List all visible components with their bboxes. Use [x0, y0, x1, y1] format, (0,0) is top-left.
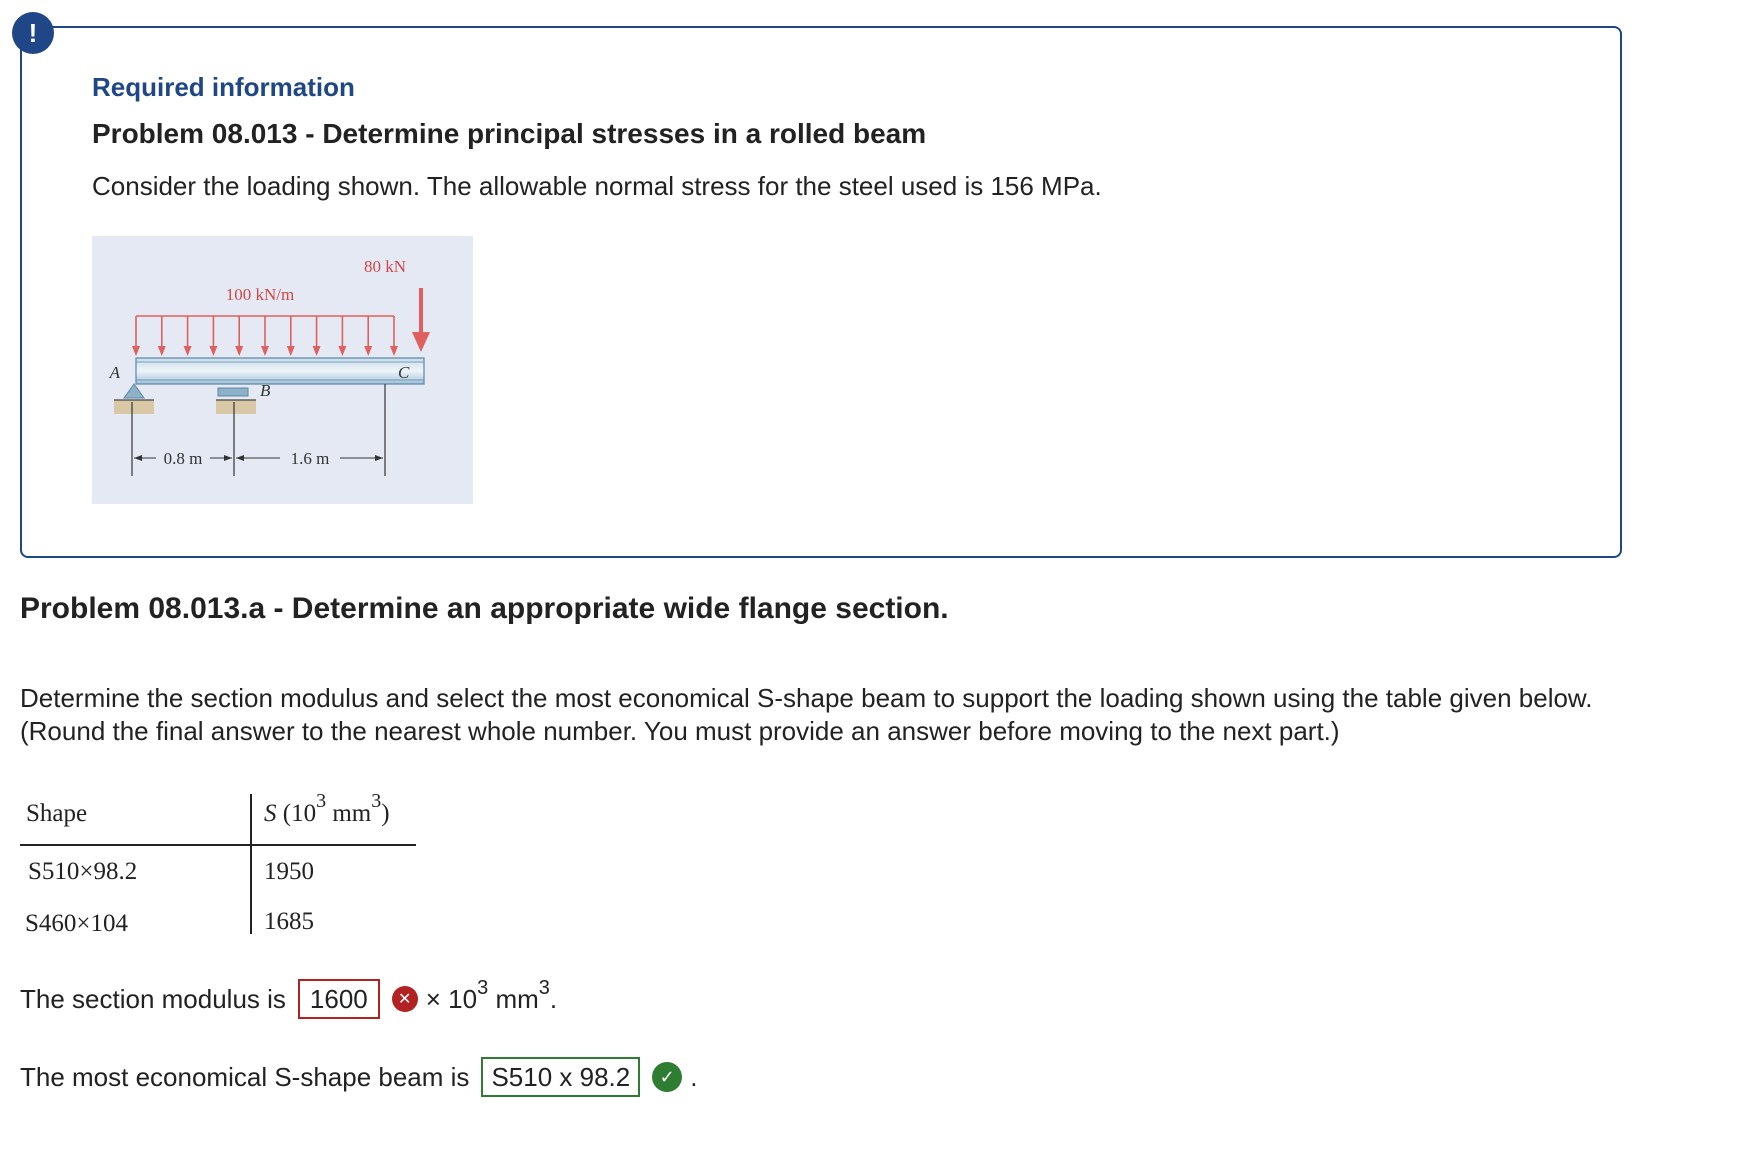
distributed-load-arrowhead: [261, 346, 269, 356]
required-info-heading: Required information: [92, 72, 355, 102]
beam-answer-period: .: [690, 1061, 698, 1092]
distributed-load-arrows: [132, 316, 398, 356]
distributed-load-arrowhead: [132, 346, 140, 356]
distributed-load-arrowhead: [390, 346, 398, 356]
modulus-unit: × $10^3$ $mm^3$.: [425, 976, 558, 1014]
exclamation-icon: !: [12, 12, 54, 54]
table-cell-shape: S460×104: [25, 910, 129, 937]
part-a-description: Determine the section modulus and select the most economical S-shape beam to support the loading shown using the table given below. (Round the final answer to the nearest whole number. You must provide an answer before moving to the next part.): [20, 683, 1593, 746]
table-cell-modulus: 1685: [264, 908, 314, 935]
distributed-load-arrowhead: [235, 346, 243, 356]
beam-loading-figure: [92, 236, 473, 504]
table-cell-modulus: 1950: [264, 858, 314, 885]
table-cell-shape: S510×98.2: [28, 858, 138, 885]
incorrect-x-icon: ✕: [392, 986, 418, 1012]
table-divider-vertical: [250, 794, 252, 934]
correct-check-icon: ✓: [652, 1062, 682, 1092]
point-load-arrowhead: [412, 332, 430, 352]
part-a-title: Problem 08.013.a - Determine an appropriate wide flange section.: [20, 592, 949, 625]
beam-selection-prompt: The most economical S-shape beam is: [20, 1061, 470, 1092]
distributed-load-arrowhead: [209, 346, 217, 356]
dim-1-label: 0.8 m: [163, 449, 203, 468]
section-modulus-table: [20, 790, 416, 937]
distributed-load-arrowhead: [313, 346, 321, 356]
distributed-load-arrowhead: [184, 346, 192, 356]
distributed-load-arrowhead: [158, 346, 166, 356]
distributed-load-label: 100 kN/m: [225, 285, 295, 304]
beam-selection-answer-line: [20, 1056, 697, 1098]
distributed-load-arrowhead: [287, 346, 295, 356]
point-c-label: C: [398, 363, 410, 382]
table-header-shape: Shape: [26, 800, 88, 827]
section-modulus-prompt: The section modulus is: [20, 983, 286, 1014]
problem-description: Consider the loading shown. The allowable normal stress for the steel used is 156 MPa.: [92, 171, 1102, 201]
beam-diagram: [92, 236, 473, 504]
point-a-label: A: [109, 363, 120, 382]
dim-2-label: 1.6 m: [290, 449, 330, 468]
pin-support-a: [124, 384, 144, 398]
beam-selection-input[interactable]: S510 x 98.2: [481, 1057, 640, 1097]
distributed-load-arrowhead: [338, 346, 346, 356]
ground-b: [216, 400, 256, 414]
point-load-label: 80 kN: [363, 257, 407, 276]
roller-support-b: [218, 388, 248, 396]
table-divider-horizontal: [20, 844, 416, 846]
ground-a: [114, 400, 154, 414]
point-b-label: B: [260, 381, 271, 400]
section-modulus-input[interactable]: 1600: [298, 979, 380, 1019]
table-header-modulus: S ($10^3$ $mm^3$): [264, 790, 390, 827]
problem-title: Problem 08.013 - Determine principal stresses in a rolled beam: [92, 118, 927, 149]
section-modulus-answer-line: [20, 978, 557, 1020]
distributed-load-arrowhead: [364, 346, 372, 356]
